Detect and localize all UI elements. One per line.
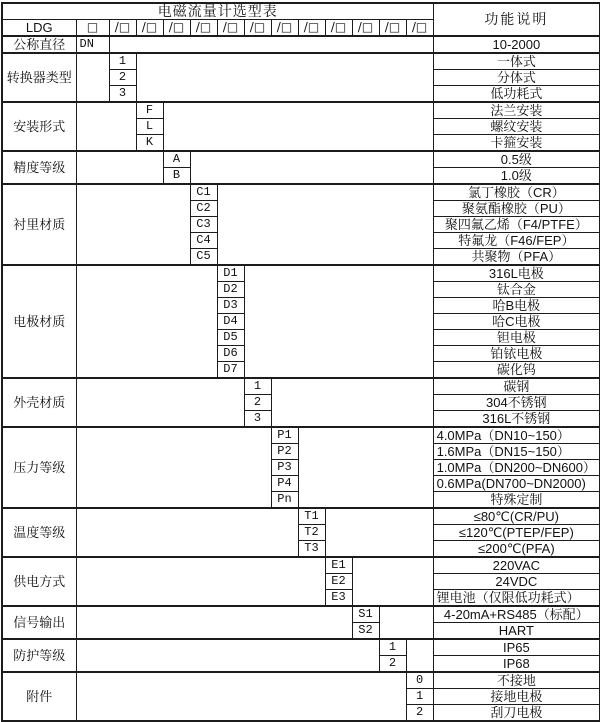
model-slot: /□ xyxy=(217,20,244,37)
empty-cell xyxy=(76,151,163,184)
code-cell: D1 xyxy=(217,265,244,282)
code-cell: T1 xyxy=(298,508,325,525)
model-slot: /□ xyxy=(109,20,136,37)
code-cell: P4 xyxy=(271,476,298,492)
code-cell: D5 xyxy=(217,330,244,346)
code-cell: T3 xyxy=(298,541,325,558)
function-cell: 共聚物（PFA） xyxy=(433,249,600,266)
code-cell: D4 xyxy=(217,314,244,330)
row-dn xyxy=(2,36,600,53)
empty-cell xyxy=(76,557,325,606)
function-cell: 0.6MPa(DN700~DN2000) xyxy=(433,476,600,492)
row-converter-1 xyxy=(2,53,600,70)
row-mount-1 xyxy=(2,102,600,119)
empty-cell xyxy=(379,606,433,639)
function-cell: 聚四氟乙烯（F4/PTFE） xyxy=(433,217,600,233)
category-label: 温度等级 xyxy=(2,508,76,557)
code-cell: T2 xyxy=(298,525,325,541)
function-cell: 聚氨酯橡胶（PU） xyxy=(433,201,600,217)
function-cell: 不接地 xyxy=(433,672,600,689)
function-cell: 分体式 xyxy=(433,70,600,86)
code-cell: C5 xyxy=(190,249,217,266)
code-cell: D3 xyxy=(217,298,244,314)
function-cell: 特氟龙（F46/FEP） xyxy=(433,233,600,249)
empty-cell xyxy=(325,508,433,557)
code-cell: C2 xyxy=(190,201,217,217)
code-cell: C1 xyxy=(190,184,217,201)
empty-cell xyxy=(76,508,298,557)
row-accessory-1 xyxy=(2,672,600,689)
model-slot: /□ xyxy=(325,20,352,37)
function-cell: 螺纹安装 xyxy=(433,119,600,135)
empty-cell xyxy=(217,184,433,265)
function-cell: 特殊定制 xyxy=(433,492,600,509)
code-cell: E1 xyxy=(325,557,352,574)
code-cell: C3 xyxy=(190,217,217,233)
category-label: 防护等级 xyxy=(2,639,76,672)
table-title: 电磁流量计选型表 xyxy=(2,3,433,20)
code-cell: D7 xyxy=(217,362,244,379)
model-slot: /□ xyxy=(379,20,406,37)
code-cell: 2 xyxy=(406,705,433,722)
row-housing-1 xyxy=(2,378,600,395)
function-cell: 接地电极 xyxy=(433,689,600,705)
code-cell: K xyxy=(136,135,163,152)
code-cell: 2 xyxy=(379,656,406,673)
code-cell: A xyxy=(163,151,190,168)
function-cell: 刮刀电极 xyxy=(433,705,600,722)
function-cell: 低功耗式 xyxy=(433,86,600,103)
code-cell: DN xyxy=(76,36,109,53)
code-cell: 1 xyxy=(109,53,136,70)
code-cell: 0 xyxy=(406,672,433,689)
category-label: 电极材质 xyxy=(2,265,76,378)
code-cell: L xyxy=(136,119,163,135)
function-cell: HART xyxy=(433,623,600,640)
category-label: 外壳材质 xyxy=(2,378,76,427)
code-cell: 2 xyxy=(244,395,271,411)
function-cell: IP68 xyxy=(433,656,600,673)
code-cell: P1 xyxy=(271,427,298,444)
function-cell: 24VDC xyxy=(433,574,600,590)
model-slot: /□ xyxy=(406,20,433,37)
title-row xyxy=(2,3,600,20)
code-cell: E3 xyxy=(325,590,352,607)
code-cell: 1 xyxy=(406,689,433,705)
function-cell: 316L不锈钢 xyxy=(433,411,600,428)
function-cell: ≤120℃(PTEP/FEP) xyxy=(433,525,600,541)
code-cell: 1 xyxy=(379,639,406,656)
function-cell: 法兰安装 xyxy=(433,102,600,119)
category-label: 公称直径 xyxy=(2,36,76,53)
empty-cell xyxy=(76,378,244,427)
function-cell: 卡箍安装 xyxy=(433,135,600,152)
code-cell: C4 xyxy=(190,233,217,249)
empty-cell xyxy=(76,606,352,639)
empty-cell xyxy=(271,378,433,427)
empty-cell xyxy=(109,36,433,53)
function-cell: 锂电池（仅限低功耗式） xyxy=(433,590,600,607)
model-prefix: LDG xyxy=(2,20,76,37)
code-cell: E2 xyxy=(325,574,352,590)
function-cell: 4-20mA+RS485（标配） xyxy=(433,606,600,623)
model-slot: /□ xyxy=(163,20,190,37)
empty-cell xyxy=(76,184,190,265)
code-cell: 3 xyxy=(109,86,136,103)
row-signal-1 xyxy=(2,606,600,623)
model-slot: /□ xyxy=(298,20,325,37)
model-slot: /□ xyxy=(352,20,379,37)
empty-cell xyxy=(76,265,217,378)
function-cell: 碳钢 xyxy=(433,378,600,395)
function-cell: 10-2000 xyxy=(433,36,600,53)
category-label: 安装形式 xyxy=(2,102,76,151)
code-cell: P2 xyxy=(271,444,298,460)
function-cell: ≤80℃(CR/PU) xyxy=(433,508,600,525)
empty-cell xyxy=(76,102,136,151)
function-cell: IP65 xyxy=(433,639,600,656)
function-cell: 钛合金 xyxy=(433,282,600,298)
function-cell: ≤200℃(PFA) xyxy=(433,541,600,558)
empty-cell xyxy=(76,672,406,721)
code-cell: 3 xyxy=(244,411,271,428)
code-cell: F xyxy=(136,102,163,119)
row-accuracy-1 xyxy=(2,151,600,168)
function-cell: 氯丁橡胶（CR） xyxy=(433,184,600,201)
function-cell: 哈C电极 xyxy=(433,314,600,330)
empty-cell xyxy=(190,151,433,184)
category-label: 压力等级 xyxy=(2,427,76,508)
function-cell: 1.6MPa（DN15~150） xyxy=(433,444,600,460)
code-cell: S1 xyxy=(352,606,379,623)
row-temperature-1 xyxy=(2,508,600,525)
empty-cell xyxy=(76,427,271,508)
function-cell: 钽电极 xyxy=(433,330,600,346)
model-slot: /□ xyxy=(190,20,217,37)
code-cell: P3 xyxy=(271,460,298,476)
model-slot: /□ xyxy=(136,20,163,37)
function-cell: 316L电极 xyxy=(433,265,600,282)
empty-cell xyxy=(244,265,433,378)
model-slot: /□ xyxy=(244,20,271,37)
code-cell: B xyxy=(163,168,190,185)
function-cell: 304不锈钢 xyxy=(433,395,600,411)
empty-cell xyxy=(136,53,433,102)
category-label: 衬里材质 xyxy=(2,184,76,265)
function-cell: 220VAC xyxy=(433,557,600,574)
row-pressure-1 xyxy=(2,427,600,444)
function-cell: 1.0MPa（DN200~DN600） xyxy=(433,460,600,476)
empty-cell xyxy=(76,53,109,102)
code-cell: 1 xyxy=(244,378,271,395)
row-electrode-1 xyxy=(2,265,600,282)
category-label: 精度等级 xyxy=(2,151,76,184)
empty-cell xyxy=(406,639,433,672)
flowmeter-selection-table xyxy=(1,2,600,722)
category-label: 供电方式 xyxy=(2,557,76,606)
function-cell: 0.5级 xyxy=(433,151,600,168)
code-cell: S2 xyxy=(352,623,379,640)
function-cell: 碳化钨 xyxy=(433,362,600,379)
row-protection-1 xyxy=(2,639,600,656)
empty-cell xyxy=(163,102,433,151)
category-label: 转换器类型 xyxy=(2,53,76,102)
model-slot-box: □ xyxy=(76,20,109,37)
row-liner-1 xyxy=(2,184,600,201)
code-cell: D6 xyxy=(217,346,244,362)
code-cell: Pn xyxy=(271,492,298,509)
function-cell: 4.0MPa（DN10~150） xyxy=(433,427,600,444)
category-label: 信号输出 xyxy=(2,606,76,639)
empty-cell xyxy=(352,557,433,606)
empty-cell xyxy=(76,639,379,672)
function-column-header: 功能说明 xyxy=(433,3,600,36)
model-slot: /□ xyxy=(271,20,298,37)
code-cell: D2 xyxy=(217,282,244,298)
function-cell: 1.0级 xyxy=(433,168,600,185)
function-cell: 一体式 xyxy=(433,53,600,70)
function-cell: 铂铱电极 xyxy=(433,346,600,362)
row-power-1 xyxy=(2,557,600,574)
code-cell: 2 xyxy=(109,70,136,86)
category-label: 附件 xyxy=(2,672,76,721)
function-cell: 哈B电极 xyxy=(433,298,600,314)
empty-cell xyxy=(298,427,433,508)
